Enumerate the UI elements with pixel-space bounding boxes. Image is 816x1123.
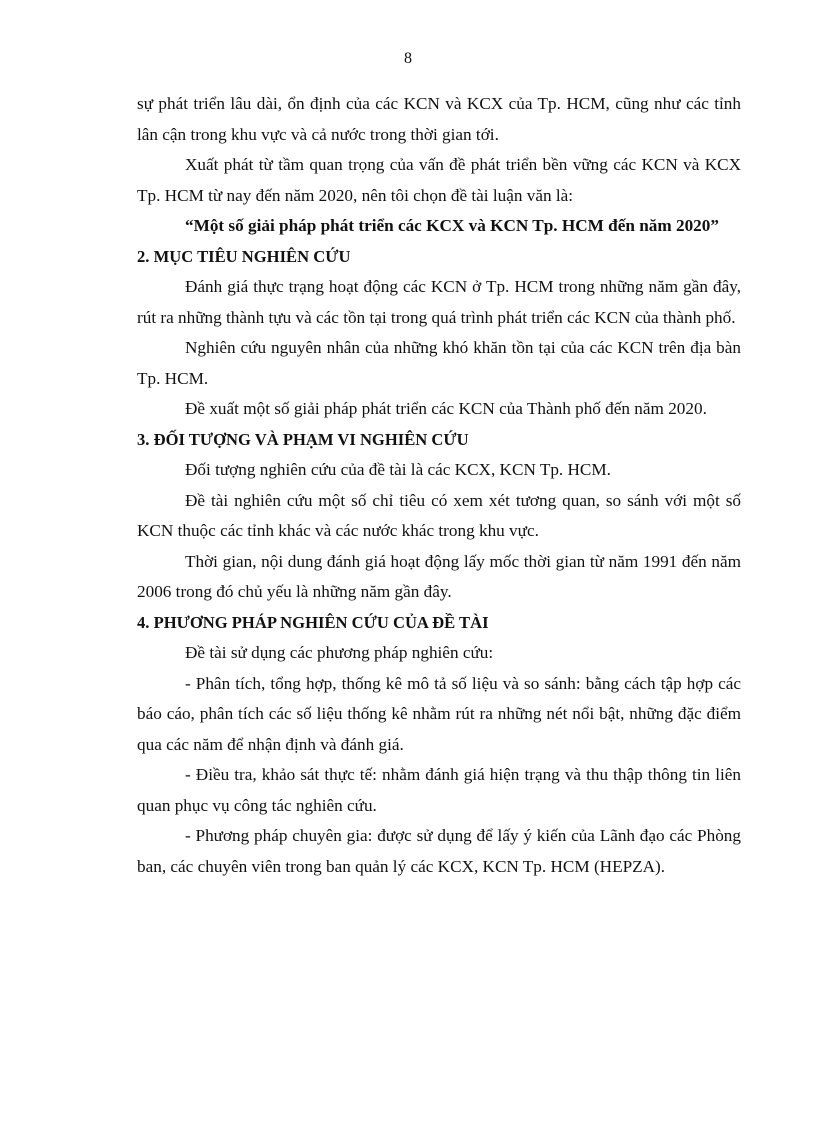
scope-paragraph-2: Đề tài nghiên cứu một số chỉ tiêu có xem xét tương quan, so sánh với một số KCN thuộc các tỉnh khác và các nước khác trong khu vực.: [137, 490, 741, 540]
methods-paragraph-3: - Điều tra, khảo sát thực tế: nhằm đánh giá hiện trạng và thu thập thông tin liên quan phục vụ công tác nghiên cứu.: [137, 765, 741, 815]
section-heading-methods: 4. PHƯƠNG PHÁP NGHIÊN CỨU CỦA ĐỀ TÀI: [137, 612, 489, 632]
topic-reason-paragraph: Xuất phát từ tầm quan trọng của vấn đề phát triển bền vững các KCN và KCX Tp. HCM từ nay đến năm 2020, nên tôi chọn đề tài luận văn là:: [137, 155, 741, 205]
intro-continuation-paragraph: sự phát triển lâu dài, ổn định của các KCN và KCX của Tp. HCM, cũng như các tỉnh lân cận trong khu vực và cả nước trong thời gian tới.: [137, 94, 741, 144]
section-heading-scope: 3. ĐỐI TƯỢNG VÀ PHẠM VI NGHIÊN CỨU: [137, 429, 469, 449]
methods-paragraph-2: - Phân tích, tổng hợp, thống kê mô tả số liệu và so sánh: bằng cách tập hợp các báo cáo, phân tích các số liệu thống kê nhằm rút ra những nét nổi bật, những đặc điểm qua các năm để nhận định và đánh giá.: [137, 673, 741, 754]
scope-paragraph-1: Đối tượng nghiên cứu của đề tài là các KCX, KCN Tp. HCM.: [185, 460, 611, 479]
document-body: [137, 89, 741, 882]
objectives-paragraph-3: Đề xuất một số giải pháp phát triển các KCN của Thành phố đến năm 2020.: [185, 399, 707, 418]
methods-paragraph-1: Đề tài sử dụng các phương pháp nghiên cứu:: [185, 643, 494, 662]
methods-paragraph-4: - Phương pháp chuyên gia: được sử dụng để lấy ý kiến của Lãnh đạo các Phòng ban, các chuyên viên trong ban quản lý các KCX, KCN Tp. HCM (HEPZA).: [137, 826, 741, 876]
objectives-paragraph-2: Nghiên cứu nguyên nhân của những khó khăn tồn tại của các KCN trên địa bàn Tp. HCM.: [137, 338, 741, 388]
page-number: 8: [404, 50, 412, 67]
scope-paragraph-3: Thời gian, nội dung đánh giá hoạt động lấy mốc thời gian từ năm 1991 đến năm 2006 trong đó chủ yếu là những năm gần đây.: [137, 551, 741, 601]
thesis-title: “Một số giải pháp phát triển các KCX và KCN Tp. HCM đến năm 2020”: [185, 216, 719, 235]
section-heading-objectives: 2. MỤC TIÊU NGHIÊN CỨU: [137, 246, 351, 266]
objectives-paragraph-1: Đánh giá thực trạng hoạt động các KCN ở Tp. HCM trong những năm gần đây, rút ra những thành tựu và các tồn tại trong quá trình phát triển các KCN của thành phố.: [137, 277, 741, 327]
